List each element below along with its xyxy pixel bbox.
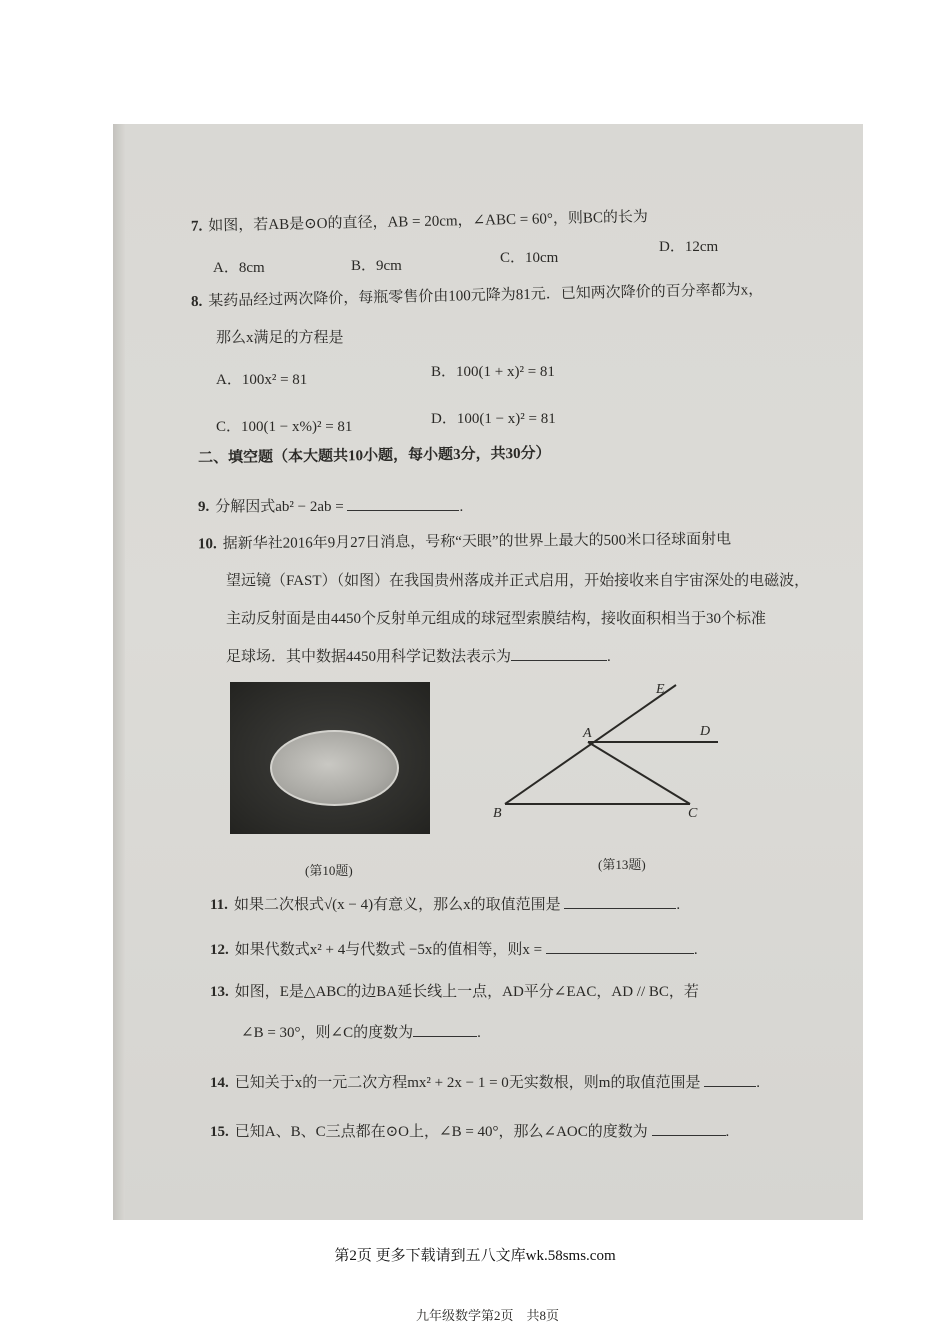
answer-blank	[347, 496, 459, 511]
question-9: 9. 分解因式ab² − 2ab = .	[198, 496, 463, 517]
question-11: 11. 如果二次根式√(x − 4)有意义，那么x的取值范围是 .	[210, 894, 680, 915]
figure-10-caption: (第10题)	[305, 863, 353, 878]
page-footer: 第2页 更多下载请到五八文库wk.58sms.com	[334, 1248, 616, 1264]
question-13-line2: ∠B = 30°，则∠C的度数为 .	[241, 1022, 481, 1043]
answer-blank	[564, 894, 676, 909]
answer-blank	[413, 1022, 477, 1037]
answer-blank	[511, 646, 607, 661]
question-8-option-d: D．100(1 − x)² = 81	[431, 411, 556, 427]
fast-telescope-photo	[230, 682, 430, 834]
figure-13-diagram	[488, 679, 728, 819]
question-8-option-a: A．100x² = 81	[216, 372, 308, 388]
label-d: D	[700, 724, 711, 739]
answer-blank	[546, 939, 694, 954]
label-a: A	[583, 726, 592, 741]
answer-blank	[704, 1072, 756, 1087]
sheet-footer: 九年级数学第2页 共8页	[416, 1308, 560, 1323]
question-10-line3: 主动反射面是由4450个反射单元组成的球冠型索膜结构，接收面积相当于30个标准	[226, 611, 767, 627]
question-7-stem: 7. 如图，若AB是⊙O的直径，AB = 20cm，∠ABC = 60°，则BC的长为	[190, 209, 649, 235]
question-7-option-b: B．9cm	[351, 258, 402, 274]
question-15: 15. 已知A、B、C三点都在⊙O上，∠B = 40°，那么∠AOC的度数为 .	[210, 1121, 729, 1142]
question-7-option-c: C．10cm	[500, 250, 559, 266]
question-8-option-b: B．100(1 + x)² = 81	[431, 364, 555, 380]
label-b: B	[493, 806, 502, 821]
label-c: C	[688, 806, 698, 821]
question-10-line4: 足球场．其中数据4450用科学记数法表示为 .	[226, 646, 611, 667]
section-2-heading: 二、填空题（本大题共10小题，每小题3分，共30分）	[197, 445, 551, 467]
question-10-line1: 10. 据新华社2016年9月27日消息，号称“天眼”的世界上最大的500米口径球面射电	[197, 531, 732, 553]
question-8-option-c: C．100(1 − x%)² = 81	[216, 419, 353, 435]
question-7-option-a: A．8cm	[213, 260, 265, 276]
figure-13-caption: (第13题)	[598, 857, 646, 872]
question-8-stem: 8. 某药品经过两次降价，每瓶零售价由100元降为81元．已知两次降价的百分率都为x，	[190, 282, 764, 310]
segment-ac	[588, 742, 690, 804]
label-e: E	[656, 682, 665, 697]
question-10-line2: 望远镜（FAST）（如图）在我国贵州落成并正式启用，开始接收来自宇宙深处的电磁波，	[226, 573, 810, 589]
question-12: 12. 如果代数式x² + 4与代数式 −5x的值相等，则x = .	[210, 939, 698, 960]
question-13-line1: 13. 如图，E是△ABC的边BA延长线上一点，AD平分∠EAC，AD // BC，若	[210, 984, 699, 1000]
question-8-stem-line2: 那么x满足的方程是	[216, 330, 344, 346]
answer-blank	[652, 1121, 726, 1136]
telescope-dish-shape	[270, 730, 399, 806]
question-14: 14. 已知关于x的一元二次方程mx² + 2x − 1 = 0无实数根，则m的取值范围是 .	[210, 1072, 760, 1093]
question-7-option-d: D．12cm	[659, 239, 719, 255]
